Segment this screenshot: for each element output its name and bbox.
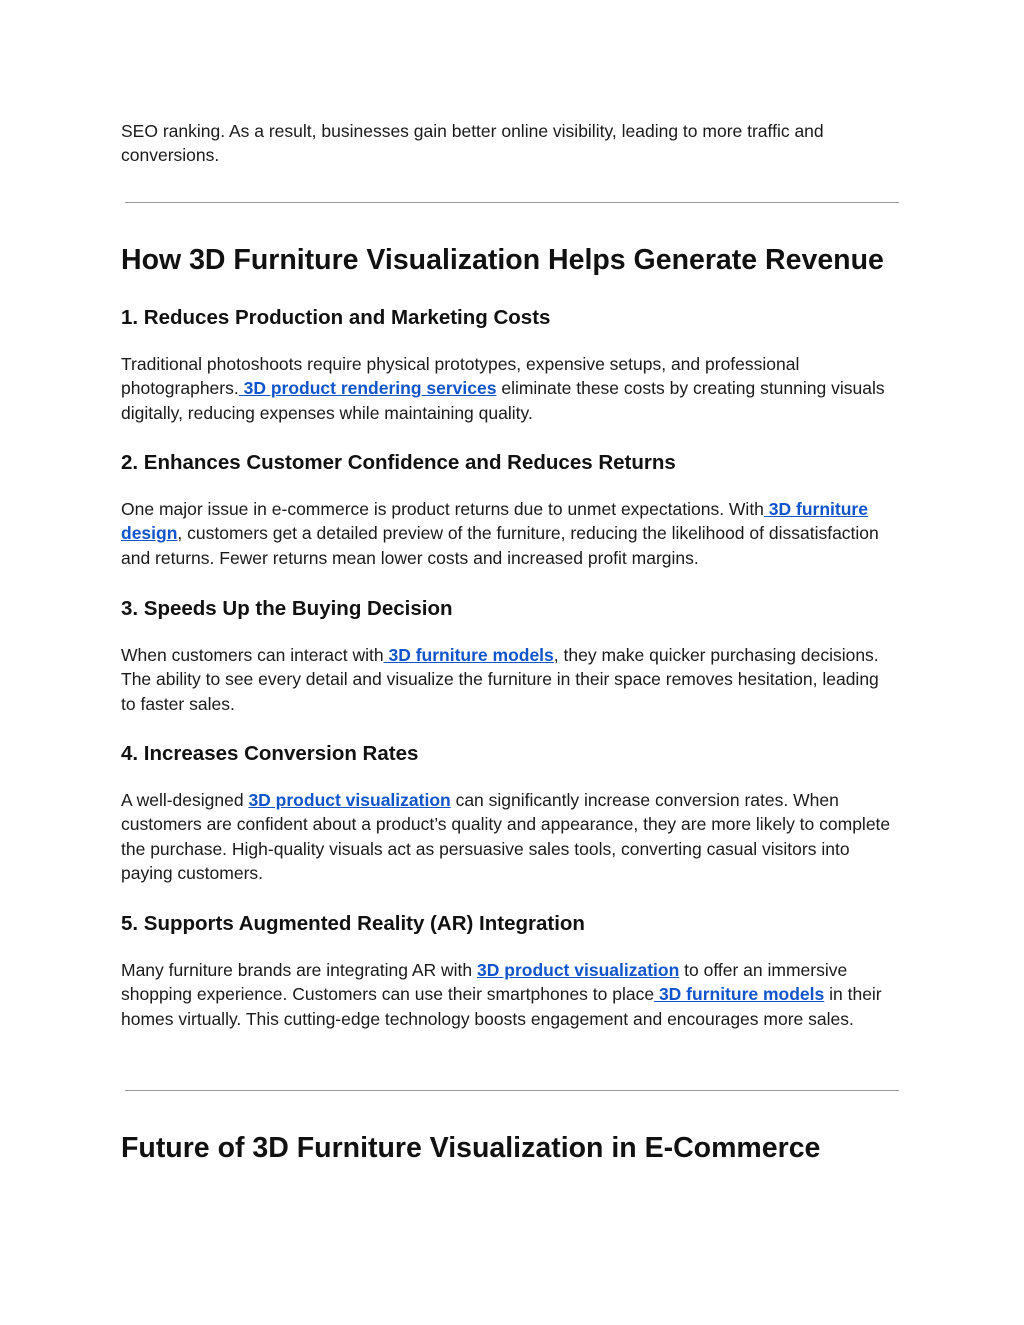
intro-paragraph <box>121 119 896 168</box>
item-2-text-after: , customers get a detailed preview of the furniture, reducing the likelihood of dissatisfaction and returns. Fewer returns mean lower costs and increased profit margins. <box>121 523 879 568</box>
intro-line-1: SEO ranking. As a result, businesses gain better online visibility, leading to more traffic and <box>121 121 824 141</box>
item-1-text-after: eliminate these costs by creating stunning visuals digitally, reducing expenses while maintaining quality. <box>121 378 885 423</box>
item-5-text-middle: to offer an immersive shopping experience. Customers can use their smartphones to place <box>121 960 848 1005</box>
section-divider-top <box>125 202 899 203</box>
item-5-text-after: in their homes virtually. This cutting-edge technology boosts engagement and encourages more sales. <box>121 984 882 1029</box>
item-4-text-before: A well-designed <box>121 790 249 810</box>
link-3d-furniture-design[interactable]: 3D furniture design <box>121 499 868 544</box>
item-2-heading: 2. Enhances Customer Confidence and Reduces Returns <box>121 451 676 474</box>
item-4-heading: 4. Increases Conversion Rates <box>121 742 419 765</box>
item-1-text-before: Traditional photoshoots require physical prototypes, expensive setups, and professional photographers. <box>121 354 800 399</box>
section-title-future: Future of 3D Furniture Visualization in E-Commerce <box>121 1132 821 1164</box>
item-3-text-after: , they make quicker purchasing decisions. The ability to see every detail and visualize the furniture in their space removes hesitation, leading to faster sales. <box>121 645 879 714</box>
item-3-heading: 3. Speeds Up the Buying Decision <box>121 597 453 620</box>
item-3-paragraph <box>121 643 896 716</box>
section-title-revenue: How 3D Furniture Visualization Helps Generate Revenue <box>121 244 884 276</box>
link-3d-furniture-models-ar[interactable]: 3D furniture models <box>654 984 825 1005</box>
item-5-text-before: Many furniture brands are integrating AR with <box>121 960 478 980</box>
item-2-text-before: One major issue in e-commerce is product returns due to unmet expectations. With <box>121 499 764 519</box>
link-3d-product-rendering-services[interactable]: 3D product rendering services <box>238 378 497 399</box>
link-3d-product-visualization-ar[interactable]: 3D product visualization <box>477 960 680 980</box>
item-2-paragraph <box>121 497 896 570</box>
item-3-text-before: When customers can interact with <box>121 645 384 665</box>
link-3d-product-visualization[interactable]: 3D product visualization <box>248 790 451 810</box>
item-1-paragraph <box>121 352 896 425</box>
section-divider-bottom <box>125 1090 899 1091</box>
intro-line-2: conversions. <box>121 145 220 166</box>
item-5-heading: 5. Supports Augmented Reality (AR) Integration <box>121 912 585 935</box>
item-4-text-after: can significantly increase conversion rates. When customers are confident about a product’s quality and appearance, they are more likely to complete the purchase. High-quality visuals act as persuasive sales tools, converting casual visitors into paying customers. <box>121 790 891 884</box>
item-4-paragraph <box>121 788 896 886</box>
link-3d-furniture-models[interactable]: 3D furniture models <box>383 645 554 665</box>
item-1-heading: 1. Reduces Production and Marketing Costs <box>121 306 551 329</box>
item-5-paragraph <box>121 958 896 1031</box>
